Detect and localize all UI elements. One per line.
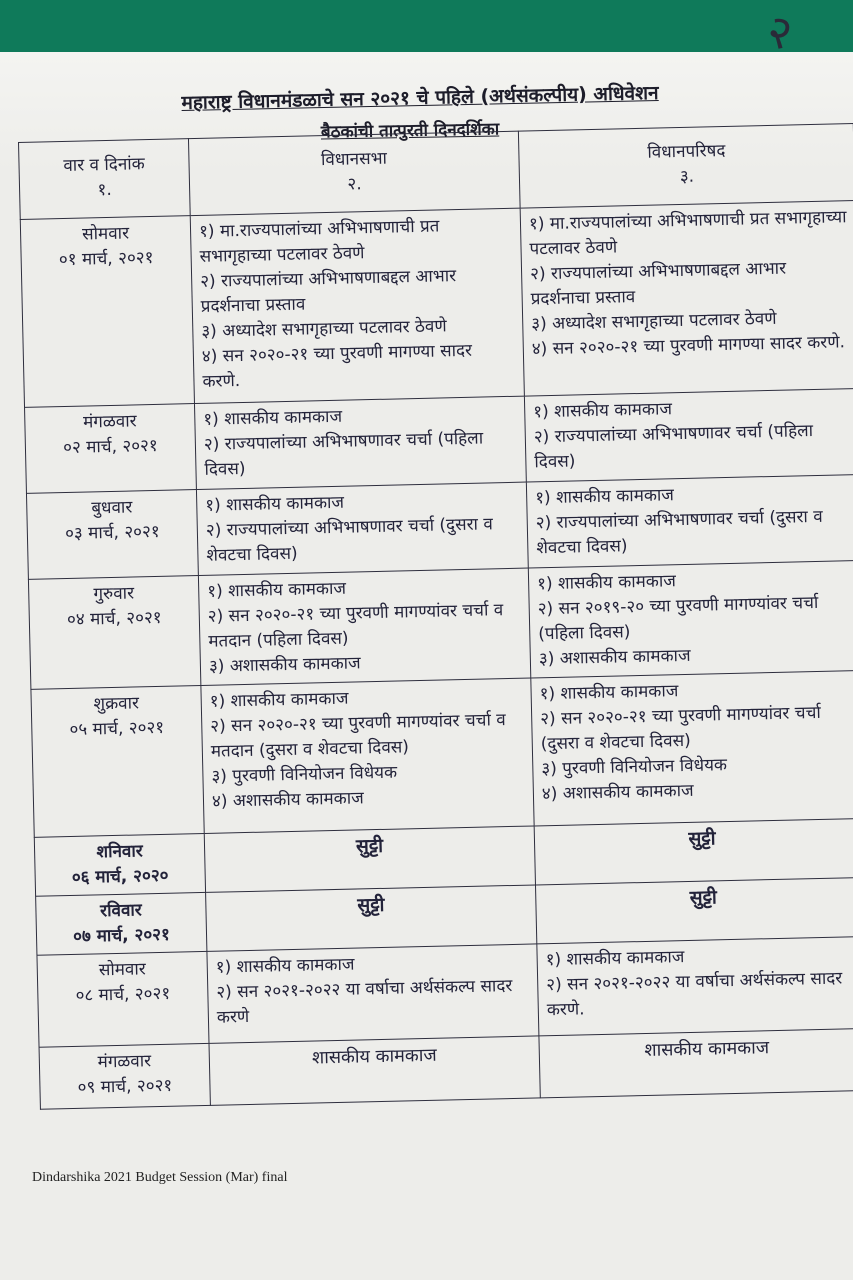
agenda-item: १) शासकीय कामकाज	[539, 681, 679, 705]
day-date-cell	[20, 216, 194, 408]
vidhanparishad-cell	[520, 201, 853, 397]
vidhansabha-cell	[207, 944, 539, 1043]
agenda-item: १) शासकीय कामकाज	[534, 485, 675, 509]
document-title: महाराष्ट्र विधानमंडळाचे सन २०२१ चे पहिले (अर्थसंकल्पीय) अधिवेशन	[181, 82, 659, 114]
day-date: ०९ मार्च, २०२१	[77, 1075, 173, 1098]
day-name: मंगळवार	[97, 1051, 152, 1073]
day-date: ०२ मार्च, २०२१	[62, 435, 158, 459]
agenda-item: ४) सन २०२०-२१ च्या पुरवणी मागण्या सादर करणे.	[531, 332, 846, 360]
agenda-item: २) राज्यपालांच्या अभिभाषणावर चर्चा (पहिला दिवस)	[533, 421, 814, 473]
agenda-item: २) सन २०२१-२०२२ या वर्षाचा अर्थसंकल्प सादर करणे.	[546, 968, 843, 1021]
day-date-cell	[31, 685, 204, 837]
header-number: २.	[347, 174, 362, 195]
agenda-item: २) सन २०२०-२१ च्या पुरवणी मागण्यांवर चर्चा व मतदान (पहिला दिवस)	[207, 600, 504, 652]
page-number: २	[762, 3, 798, 61]
vidhanparishad-cell	[531, 670, 853, 826]
day-name: गुरुवार	[93, 583, 135, 605]
day-date-cell	[39, 1043, 210, 1109]
vidhanparishad-cell	[526, 474, 853, 568]
agenda-item: २) राज्यपालांच्या अभिभाषणाबद्दल आभार प्रदर्शनाचा प्रस्ताव	[199, 266, 457, 317]
agenda-item: ३) अध्यादेश सभागृहाच्या पटलावर ठेवणे	[201, 316, 447, 342]
header-vidhanparishad	[518, 124, 853, 209]
day-date: ०४ मार्च, २०२१	[66, 607, 162, 631]
agenda-item: २) सन २०१९-२० च्या पुरवणी मागण्यांवर चर्चा (पहिला दिवस)	[537, 592, 819, 645]
agenda-item: ३) अशासकीय कामकाज	[538, 645, 691, 670]
agenda-item: ३) अशासकीय कामकाज	[208, 653, 361, 677]
document-subtitle: बैठकांची तात्पुरती दिनदर्शिका	[320, 119, 500, 143]
header-number: ३.	[679, 166, 695, 187]
table-row	[28, 560, 853, 689]
day-date: ०८ मार्च, २०२१	[75, 983, 171, 1006]
vidhansabha-cell	[194, 396, 526, 489]
vidhansabha-cell	[190, 208, 524, 403]
vidhansabha-holiday: सुट्टी	[204, 826, 535, 892]
day-date-cell	[36, 892, 207, 955]
vidhanparishad-cell	[524, 388, 853, 482]
header-number: १.	[97, 179, 112, 201]
agenda-item: ४) अशासकीय कामकाज	[541, 780, 694, 805]
agenda-item: १) शासकीय कामकाज	[209, 688, 349, 712]
table-row	[31, 670, 853, 837]
agenda-item: १) शासकीय कामकाज	[207, 578, 347, 602]
vidhansabha-cell	[201, 678, 534, 833]
header-label: विधानपरिषद	[647, 140, 726, 163]
header-label: विधानसभा	[320, 148, 388, 171]
agenda-item: १) शासकीय कामकाज	[215, 954, 355, 978]
day-date-cell	[25, 404, 197, 494]
vidhansabha-cell	[196, 482, 528, 575]
agenda-item: १) मा.राज्यपालांच्या अभिभाषणाची प्रत सभागृहाच्या पटलावर ठेवणे	[528, 207, 847, 260]
agenda-item: १) शासकीय कामकाज	[203, 406, 343, 430]
agenda-item: १) शासकीय कामकाज	[205, 492, 345, 516]
schedule-table	[18, 123, 853, 1110]
day-name: सोमवार	[98, 959, 146, 981]
agenda-item: १) मा.राज्यपालांच्या अभिभाषणाची प्रत सभागृहाच्या पटलावर ठेवणे	[198, 216, 440, 267]
agenda-item: २) राज्यपालांच्या अभिभाषणावर चर्चा (दुसरा व शेवटचा दिवस)	[205, 514, 494, 566]
day-date: ०५ मार्च, २०२१	[69, 717, 165, 740]
agenda-item: २) सन २०२०-२१ च्या पुरवणी मागण्यांवर चर्चा (दुसरा व शेवटचा दिवस)	[540, 702, 822, 755]
day-date-cell	[26, 490, 198, 580]
vidhansabha-holiday: सुट्टी	[206, 885, 537, 951]
header-label: वार व दिनांक	[63, 154, 145, 176]
agenda-item: ३) पुरवणी विनियोजन विधेयक	[541, 755, 728, 780]
header-day-date	[19, 139, 191, 220]
header-vidhansabha	[188, 131, 520, 215]
agenda-item: २) राज्यपालांच्या अभिभाषणावर चर्चा (दुसरा व शेवटचा दिवस)	[535, 506, 823, 559]
day-name: शनिवार	[96, 841, 143, 863]
day-date-cell	[28, 576, 200, 690]
agenda-item: २) राज्यपालांच्या अभिभाषणाबद्दल आभार प्रदर्शनाचा प्रस्ताव	[529, 258, 787, 310]
day-date: ०६ मार्च, २०२०	[71, 865, 169, 888]
vidhanparishad-holiday: सुट्टी	[534, 818, 853, 885]
day-name: मंगळवार	[82, 411, 137, 433]
vidhanparishad-holiday: सुट्टी	[535, 877, 853, 944]
day-name: सोमवार	[81, 223, 130, 245]
agenda-item: ४) सन २०२०-२१ च्या पुरवणी मागण्या सादर करणे.	[201, 340, 473, 392]
day-name: रविवार	[99, 900, 143, 922]
vidhanparishad-cell: शासकीय कामकाज	[539, 1028, 853, 1098]
agenda-item: २) सन २०२१-२०२२ या वर्षाचा अर्थसंकल्प सादर करणे	[216, 976, 513, 1028]
vidhansabha-cell: शासकीय कामकाज	[209, 1036, 540, 1105]
day-date: ०१ मार्च, २०२१	[58, 247, 154, 271]
agenda-item: १) शासकीय कामकाज	[536, 571, 677, 595]
document-footer: Dindarshika 2021 Budget Session (Mar) final	[32, 1170, 288, 1185]
day-date: ०७ मार्च, २०२१	[72, 924, 171, 947]
agenda-item: २) राज्यपालांच्या अभिभाषणावर चर्चा (पहिला दिवस)	[203, 428, 484, 480]
day-date: ०३ मार्च, २०२१	[64, 521, 160, 545]
agenda-item: १) शासकीय कामकाज	[545, 947, 685, 971]
day-date-cell	[34, 833, 205, 896]
agenda-item: ३) अध्यादेश सभागृहाच्या पटलावर ठेवणे	[531, 308, 777, 335]
agenda-item: ३) पुरवणी विनियोजन विधेयक	[211, 762, 398, 787]
day-name: बुधवार	[91, 497, 133, 519]
agenda-item: १) शासकीय कामकाज	[533, 399, 673, 423]
day-date-cell	[37, 951, 209, 1047]
agenda-item: ४) अशासकीय कामकाज	[211, 788, 364, 812]
vidhanparishad-cell	[537, 936, 853, 1036]
table-row	[20, 201, 853, 408]
vidhanparishad-cell	[528, 560, 853, 678]
day-name: शुक्रवार	[93, 693, 140, 715]
vidhansabha-cell	[198, 568, 530, 685]
agenda-item: २) सन २०२०-२१ च्या पुरवणी मागण्यांवर चर्चा व मतदान (दुसरा व शेवटचा दिवस)	[210, 710, 506, 762]
schedule-table-wrapper	[18, 123, 853, 1164]
